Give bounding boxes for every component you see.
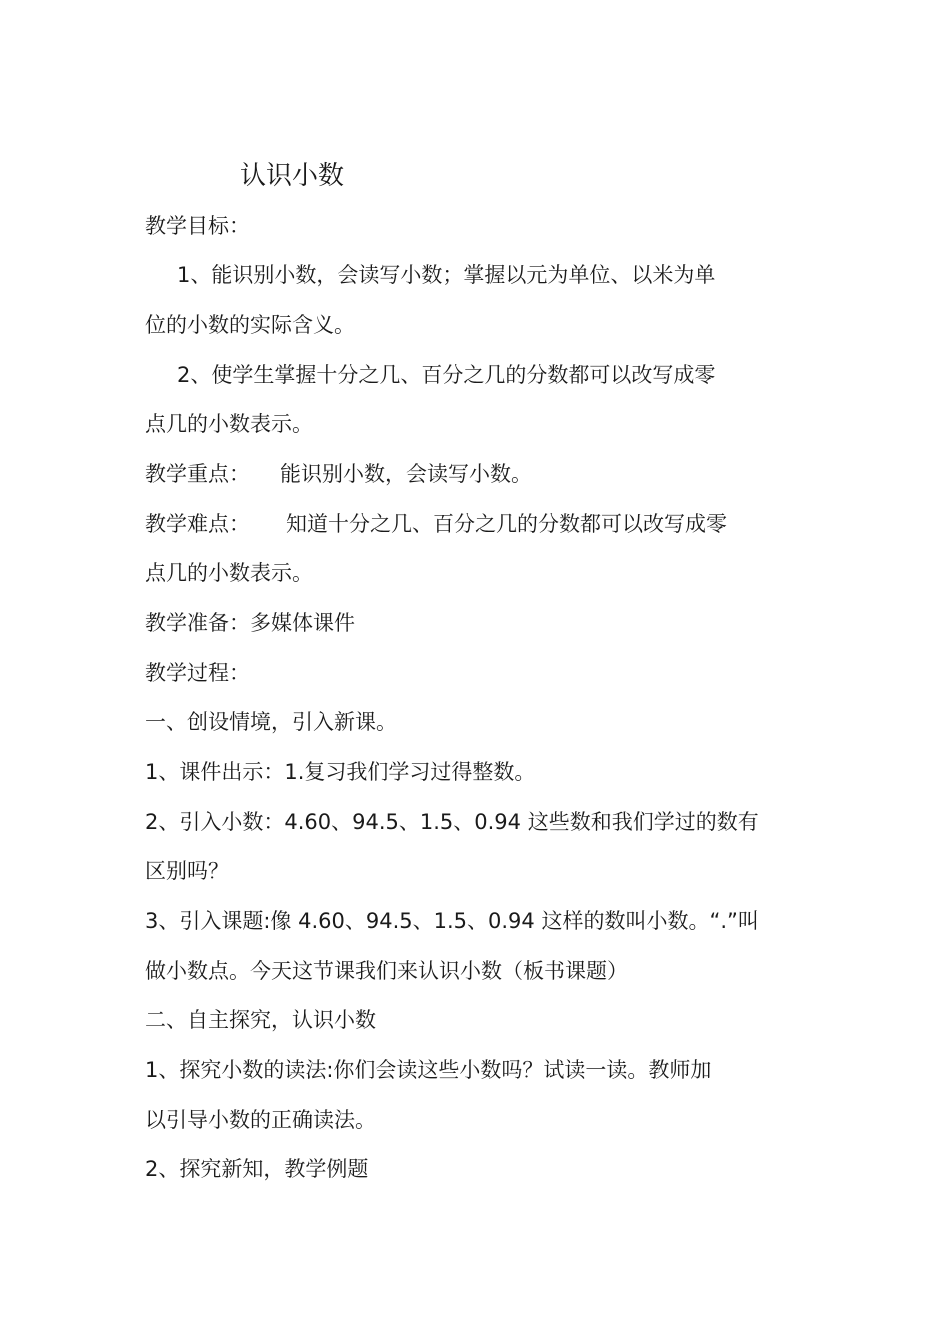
process-heading: 教学过程： bbox=[145, 661, 250, 685]
goals-heading: 教学目标： bbox=[145, 214, 250, 238]
difficulty-label: 教学难点： bbox=[145, 512, 250, 536]
difficulty-row bbox=[145, 506, 727, 542]
step-1-2-line-1: 2、引入小数：4.60、94.5、1.5、0.94 这些数和我们学过的数有 bbox=[145, 810, 759, 834]
step-1-1: 1、课件出示：1.复习我们学习过得整数。 bbox=[145, 760, 536, 784]
step-2-1-line-2: 以引导小数的正确读法。 bbox=[145, 1108, 376, 1132]
step-2-1-line-1: 1、探究小数的读法:你们会读这些小数吗？试读一读。教师加 bbox=[145, 1058, 712, 1082]
step-1-3-line-2: 做小数点。今天这节课我们来认识小数（板书课题） bbox=[145, 959, 628, 983]
goal-2-line-2: 点几的小数表示。 bbox=[145, 412, 313, 436]
goal-1-line-2: 位的小数的实际含义。 bbox=[145, 313, 355, 337]
step-1-3-line-1: 3、引入课题:像 4.60、94.5、1.5、0.94 这样的数叫小数。“.”叫 bbox=[145, 909, 759, 933]
section-1-heading: 一、创设情境，引入新课。 bbox=[145, 710, 397, 734]
goal-2-line-1: 2、使学生掌握十分之几、百分之几的分数都可以改写成零 bbox=[177, 363, 716, 387]
focus-label: 教学重点： bbox=[145, 462, 250, 486]
preparation-line: 教学准备：多媒体课件 bbox=[145, 611, 355, 635]
step-2-2: 2、探究新知，教学例题 bbox=[145, 1157, 369, 1181]
document-title: 认识小数 bbox=[240, 161, 345, 191]
focus-text: 能识别小数，会读写小数。 bbox=[280, 462, 532, 486]
goal-1-line-1: 1、能识别小数，会读写小数；掌握以元为单位、以米为单 bbox=[177, 263, 716, 287]
difficulty-line-2: 点几的小数表示。 bbox=[145, 561, 313, 585]
focus-row bbox=[145, 456, 532, 492]
section-2-heading: 二、自主探究，认识小数 bbox=[145, 1008, 376, 1032]
difficulty-text: 知道十分之几、百分之几的分数都可以改写成零 bbox=[286, 512, 727, 536]
step-1-2-line-2: 区别吗？ bbox=[145, 859, 229, 883]
